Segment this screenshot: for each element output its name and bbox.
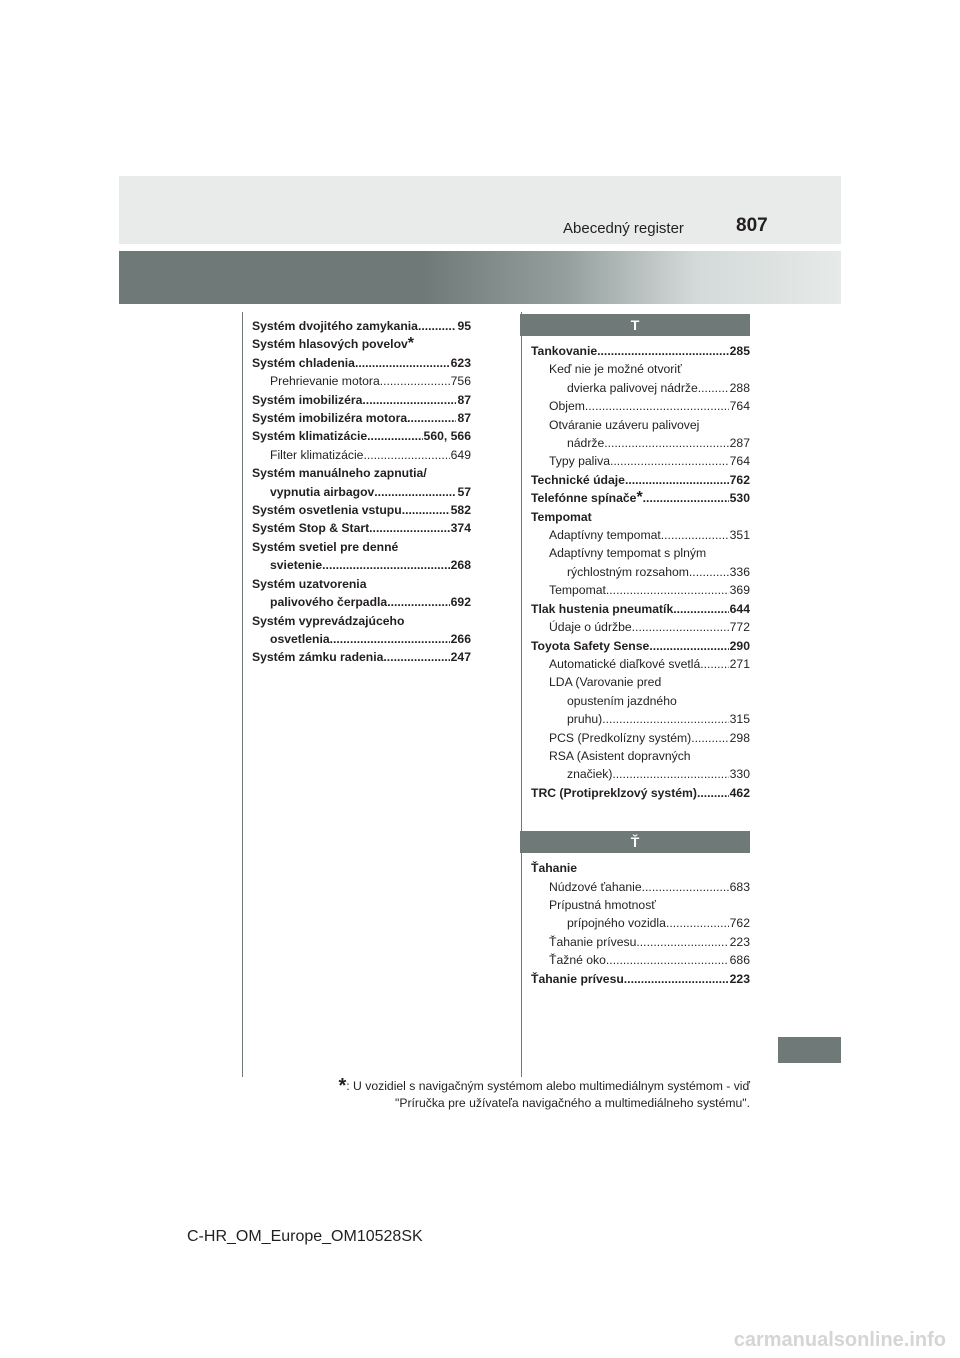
page-ref: 369 (729, 583, 750, 598)
index-entry (531, 747, 750, 784)
entry-text: Systém osvetlenia vstupu (252, 503, 402, 518)
section-tab-marker (778, 1037, 841, 1063)
dot-leader (666, 914, 729, 932)
entry-text: palivového čerpadla (270, 595, 388, 610)
dot-leader (625, 471, 729, 489)
dot-leader (387, 593, 449, 611)
index-entry: Telefónne spínače * ..... 530 (531, 489, 750, 507)
page-ref: 298 (729, 730, 750, 745)
page-ref: 530 (729, 491, 750, 506)
entry-text: Ťahanie prívesu (531, 971, 624, 986)
entry-text: Systém svetiel pre denné (252, 539, 399, 554)
index-entry (531, 637, 750, 655)
dot-leader (322, 556, 449, 574)
right-column-rule (521, 312, 522, 1077)
index-entry (252, 354, 471, 372)
entry-text: Systém manuálneho zapnutia/ (252, 466, 427, 481)
index-entry (531, 970, 750, 988)
dot-leader (374, 483, 456, 501)
entry-text: Technické údaje (531, 472, 625, 487)
dot-leader (383, 648, 449, 666)
page-ref: 247 (450, 650, 471, 665)
dot-leader (697, 784, 729, 802)
index-entry (252, 501, 471, 519)
entry-text: RSA (Asistent dopravných (549, 748, 691, 763)
dot-leader (643, 489, 729, 507)
entry-text: Filter klimatizácie (270, 447, 364, 462)
index-entry (531, 618, 750, 636)
footnote-line-1: *: U vozidiel s navigačným systémom alebo multimediálnym systémom - viď (338, 1075, 750, 1097)
index-entry (531, 471, 750, 489)
page-ref: 87 (457, 411, 471, 426)
entry-text: Otváranie uzáveru palivovej (549, 417, 700, 432)
entry-text: Systém klimatizácie (252, 429, 368, 444)
index-entry (252, 612, 471, 649)
index-entry (252, 446, 471, 464)
section-t-caron-entries (531, 859, 750, 988)
page-ref: 288 (729, 380, 750, 395)
page-ref: 764 (729, 454, 750, 469)
decorative-gradient-bar (119, 251, 841, 304)
index-entry: Systém hlasových povelov * (252, 335, 415, 353)
index-entry (531, 655, 750, 673)
index-entry (252, 317, 471, 335)
dot-leader (362, 391, 456, 409)
index-entry (531, 896, 750, 933)
dot-leader (632, 618, 729, 636)
section-t-entries (531, 342, 750, 802)
index-entry (531, 416, 750, 453)
page-ref: 271 (729, 656, 750, 671)
entry-text: Prehrievanie motora (270, 374, 380, 389)
entry-text: dvierka palivovej nádrže (567, 380, 698, 395)
page-ref: 756 (450, 374, 471, 389)
page-ref: 336 (729, 564, 750, 579)
index-entry (252, 372, 471, 390)
index-entry (531, 508, 750, 526)
index-entry (531, 544, 750, 581)
entry-text: PCS (Predkolízny systém) (549, 730, 692, 745)
footnote-line-2: "Príručka pre užívateľa navigačného a multimediálneho systému". (395, 1096, 750, 1110)
dot-leader (369, 519, 449, 537)
dot-leader (642, 878, 729, 896)
entry-text: Ťažné oko (549, 953, 606, 968)
index-entry (531, 452, 750, 470)
section-header-t: T (520, 314, 750, 336)
page-ref: 683 (729, 879, 750, 894)
index-entry (531, 526, 750, 544)
page-ref: 87 (457, 392, 471, 407)
page-ref: 330 (729, 767, 750, 782)
index-entry (531, 360, 750, 397)
page-ref: 582 (450, 503, 471, 518)
footnote-star: * (338, 1075, 347, 1097)
page-ref: 285 (729, 344, 750, 358)
entry-text: Núdzové ťahanie (549, 879, 642, 894)
page-ref: 772 (729, 620, 750, 635)
entry-text: LDA (Varovanie pred (549, 675, 662, 690)
entry-text: Toyota Safety Sense (531, 638, 650, 653)
entry-text: Systém uzatvorenia (252, 576, 367, 591)
entry-text: Objem (549, 399, 585, 414)
page-ref: 268 (450, 558, 471, 573)
entry-text: Systém imobilizéra (252, 392, 363, 407)
entry-text: Tempomat (531, 509, 592, 524)
page-ref: 315 (729, 712, 750, 727)
dot-leader (700, 655, 728, 673)
dot-leader (402, 501, 450, 519)
page-number: 807 (736, 215, 768, 236)
page-ref: 623 (450, 355, 471, 370)
document-code: C-HR_OM_Europe_OM10528SK (187, 1228, 423, 1245)
dot-leader (610, 452, 729, 470)
dot-leader (363, 446, 449, 464)
index-entry (252, 464, 471, 501)
page-ref: 290 (729, 638, 750, 653)
entry-text: svietenie (270, 558, 323, 573)
entry-text: Keď nie je možné otvoriť (549, 362, 682, 377)
header-title: Abecedný register (563, 220, 684, 237)
entry-text: prípojného vozidla (567, 916, 666, 931)
dot-leader (691, 729, 728, 747)
dot-leader (606, 951, 729, 969)
dot-leader (418, 317, 456, 335)
page-ref: 762 (729, 916, 750, 931)
entry-text: Telefónne spínače (531, 491, 637, 506)
page-ref: 644 (729, 601, 750, 616)
dot-leader (689, 563, 729, 581)
entry-text: Systém Stop & Start (252, 521, 370, 536)
dot-leader (602, 710, 728, 728)
index-entry (531, 342, 750, 360)
dot-leader (380, 372, 450, 390)
page-ref: 649 (450, 447, 471, 462)
page-ref: 266 (450, 631, 471, 646)
header-bar (119, 176, 841, 244)
entry-text: Systém hlasových povelov (252, 337, 408, 352)
dot-leader (330, 630, 450, 648)
index-entry (252, 648, 471, 666)
dot-leader (606, 581, 729, 599)
entry-text: Tankovanie (531, 344, 598, 358)
dot-leader (367, 427, 422, 445)
page-ref: 764 (729, 399, 750, 414)
page-ref: 686 (729, 953, 750, 968)
page-ref: 692 (450, 595, 471, 610)
dot-leader (673, 600, 728, 618)
index-entry (531, 729, 750, 747)
entry-text: značiek) (567, 767, 613, 782)
entry-text: Prípustná hmotnosť (549, 897, 656, 912)
dot-leader (636, 933, 728, 951)
entry-text: Údaje o údržbe (549, 620, 632, 635)
page-ref: 57 (457, 484, 471, 499)
dot-leader (624, 970, 729, 988)
watermark: carmanualsonline.info (733, 1329, 946, 1351)
index-entry (531, 878, 750, 896)
left-column-rule (242, 312, 243, 1077)
dot-leader (597, 342, 729, 360)
right-index-column (531, 314, 750, 988)
dot-leader (355, 354, 450, 372)
entry-text: vypnutia airbagov (270, 484, 375, 499)
index-entry (252, 391, 471, 409)
entry-text: nádrže (567, 436, 605, 451)
index-entry (531, 784, 750, 802)
dot-leader (585, 397, 729, 415)
entry-text: TRC (Protipreklzový systém) (531, 785, 697, 800)
page-ref: 560, 566 (423, 429, 471, 444)
entry-text: Systém chladenia (252, 355, 355, 370)
index-entry (531, 600, 750, 618)
index-entry (531, 581, 750, 599)
page-ref: 351 (729, 528, 750, 543)
index-entry (531, 933, 750, 951)
index-entry (531, 951, 750, 969)
index-entry (252, 409, 471, 427)
dot-leader (407, 409, 456, 427)
entry-text: Tlak hustenia pneumatík (531, 601, 674, 616)
entry-text-continued: opustením jazdného (567, 693, 677, 708)
entry-text: osvetlenia (270, 631, 330, 646)
entry-text: pruhu) (567, 712, 603, 727)
index-entry (252, 427, 471, 445)
index-entry (252, 538, 471, 575)
page-ref: 762 (729, 472, 750, 487)
dot-leader (698, 379, 729, 397)
page-ref: 223 (729, 971, 750, 986)
page-ref: 287 (729, 436, 750, 451)
index-entry (531, 397, 750, 415)
entry-text: Tempomat (549, 583, 606, 598)
entry-text: Adaptívny tempomat (549, 528, 661, 543)
entry-text: Ťahanie prívesu (549, 934, 637, 949)
entry-text: rýchlostným rozsahom (567, 564, 689, 579)
dot-leader (612, 765, 728, 783)
entry-text: Typy paliva (549, 454, 610, 469)
page-ref: 462 (729, 785, 750, 800)
section-header-t-caron: Ť (520, 831, 750, 853)
entry-text: Systém imobilizéra motora (252, 411, 408, 426)
index-entry (252, 519, 471, 537)
entry-text: Systém zámku radenia (252, 650, 384, 665)
dot-leader (649, 637, 728, 655)
index-entry (252, 575, 471, 612)
left-index-column (252, 317, 471, 667)
entry-text: Adaptívny tempomat s plným (549, 546, 707, 561)
page-ref: 223 (729, 934, 750, 949)
footnote (280, 1075, 750, 1112)
entry-text: Systém vyprevádzajúceho (252, 613, 405, 628)
dot-leader (604, 434, 728, 452)
index-entry (531, 859, 750, 877)
entry-text: Automatické diaľkové svetlá (549, 656, 701, 671)
page-ref: 95 (457, 319, 471, 333)
index-entry (531, 673, 750, 728)
entry-text: Systém dvojitého zamykania (252, 319, 418, 333)
page-ref: 374 (450, 521, 471, 536)
entry-text: Ťahanie (531, 861, 578, 876)
dot-leader (661, 526, 729, 544)
